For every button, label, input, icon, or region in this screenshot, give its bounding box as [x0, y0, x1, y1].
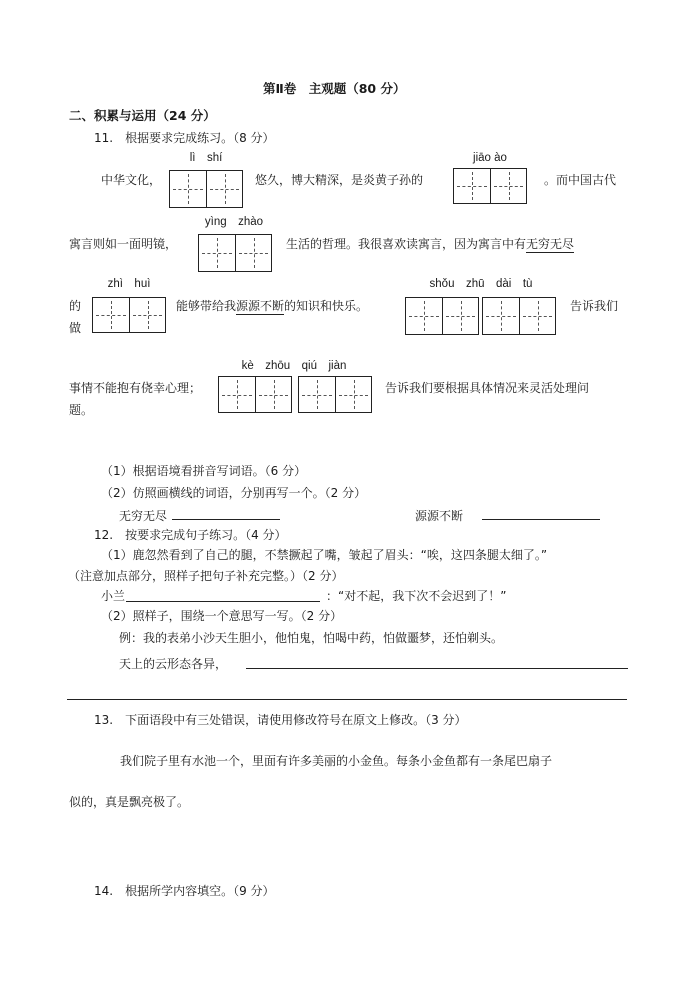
q12-name: 小兰 [101, 589, 126, 603]
q11-text-8: 能够带给我源源不断的知识和快乐。 [176, 299, 369, 313]
q13-passage-2: 似的，真是飘亮极了。 [69, 795, 190, 809]
answer-line-3[interactable] [126, 601, 320, 602]
pinyin-yingzhao: yìnɡ zhào [204, 216, 264, 228]
q12-sentence-1: （1）鹿忽然看到了自己的腿，不禁撅起了嘴，皱起了眉头：“唉，这四条腿太细了。” [101, 548, 548, 562]
q11-text-1: 中华文化， [101, 173, 162, 187]
q11-text-3: 。而中国古代 [544, 173, 617, 187]
model-word-2: 源源不断 [415, 509, 464, 523]
q11-text-9: 告诉我们 [570, 299, 619, 313]
q11-text-10: 事情不能抱有侥幸心理； [69, 381, 202, 395]
answer-line-2[interactable] [482, 519, 600, 520]
q14-title: 14. 根据所学内容填空。（9 分） [94, 884, 275, 898]
q11-text-5: 生活的哲理。我很喜欢读寓言，因为寓言中有无穷无尽 [286, 237, 575, 251]
pinyin-zhihui: zhì huì [107, 278, 151, 290]
answer-box-zhihui[interactable] [92, 297, 166, 333]
q11-sub2: （2）仿照画横线的词语，分别再写一个。（2 分） [101, 486, 367, 500]
q11-text-7: 做 [69, 321, 82, 335]
answer-box-lishi[interactable] [169, 170, 243, 208]
q11-text-11: 告诉我们要根据具体情况来灵活处理问 [385, 381, 590, 395]
answer-box-yingzhao[interactable] [198, 234, 272, 272]
answer-line-5[interactable] [67, 699, 627, 700]
pinyin-jiaoao: jiāo ào [473, 152, 507, 164]
answer-line-4[interactable] [246, 668, 628, 669]
underlined-yuanyuanbuduan: 源源不断 [236, 299, 285, 313]
q11-text-12: 题。 [69, 403, 94, 417]
q11-title: 11. 根据要求完成练习。（8 分） [94, 131, 275, 145]
pinyin-shouzhudaitu: shǒu zhū dài tù [429, 278, 533, 290]
q13-passage-1: 我们院子里有水池一个，里面有许多美丽的小金鱼。每条小金鱼都有一条尾巴扇子 [120, 754, 553, 768]
q12-instruction-1: （注意加点部分，照样子把句子补充完整。）（2 分） [68, 569, 344, 583]
answer-box-daitu[interactable] [482, 297, 556, 335]
q12-quote: ：“对不起，我下次不会迟到了！” [326, 589, 507, 603]
underlined-wuqiongwujin: 无穷无尽 [526, 237, 575, 251]
exam-part-header: 第Ⅱ卷 主观题（80 分） [263, 81, 406, 96]
q11-text-2: 悠久，博大精深，是炎黄子孙的 [255, 173, 424, 187]
answer-box-kezhou[interactable] [218, 376, 292, 413]
pinyin-lishi: lì shí [189, 152, 223, 164]
q11-sub1: （1）根据语境看拼音写词语。（6 分） [101, 464, 307, 478]
model-word-1: 无穷无尽 [119, 509, 168, 523]
q13-title: 13. 下面语段中有三处错误，请使用修改符号在原文上修改。（3 分） [94, 713, 467, 727]
pinyin-kezhouqiujian: kè zhōu qiú jiàn [241, 360, 347, 372]
answer-box-jiaoao[interactable] [453, 168, 527, 204]
q11-text-6: 的 [69, 299, 82, 313]
answer-line-1[interactable] [172, 519, 280, 520]
answer-box-shouzhu[interactable] [405, 297, 479, 335]
section-heading: 二、积累与运用（24 分） [69, 108, 216, 123]
q12-sentence-2: （2）照样子，围绕一个意思写一写。（2 分） [101, 609, 343, 623]
answer-box-qiujian[interactable] [298, 376, 372, 413]
q12-example: 例：我的表弟小沙天生胆小，他怕鬼，怕喝中药，怕做噩梦，还怕剃头。 [119, 631, 504, 645]
q11-text-4: 寓言则如一面明镜， [69, 237, 178, 251]
q12-title: 12. 按要求完成句子练习。（4 分） [94, 528, 287, 542]
q12-prompt: 天上的云形态各异， [119, 657, 228, 671]
